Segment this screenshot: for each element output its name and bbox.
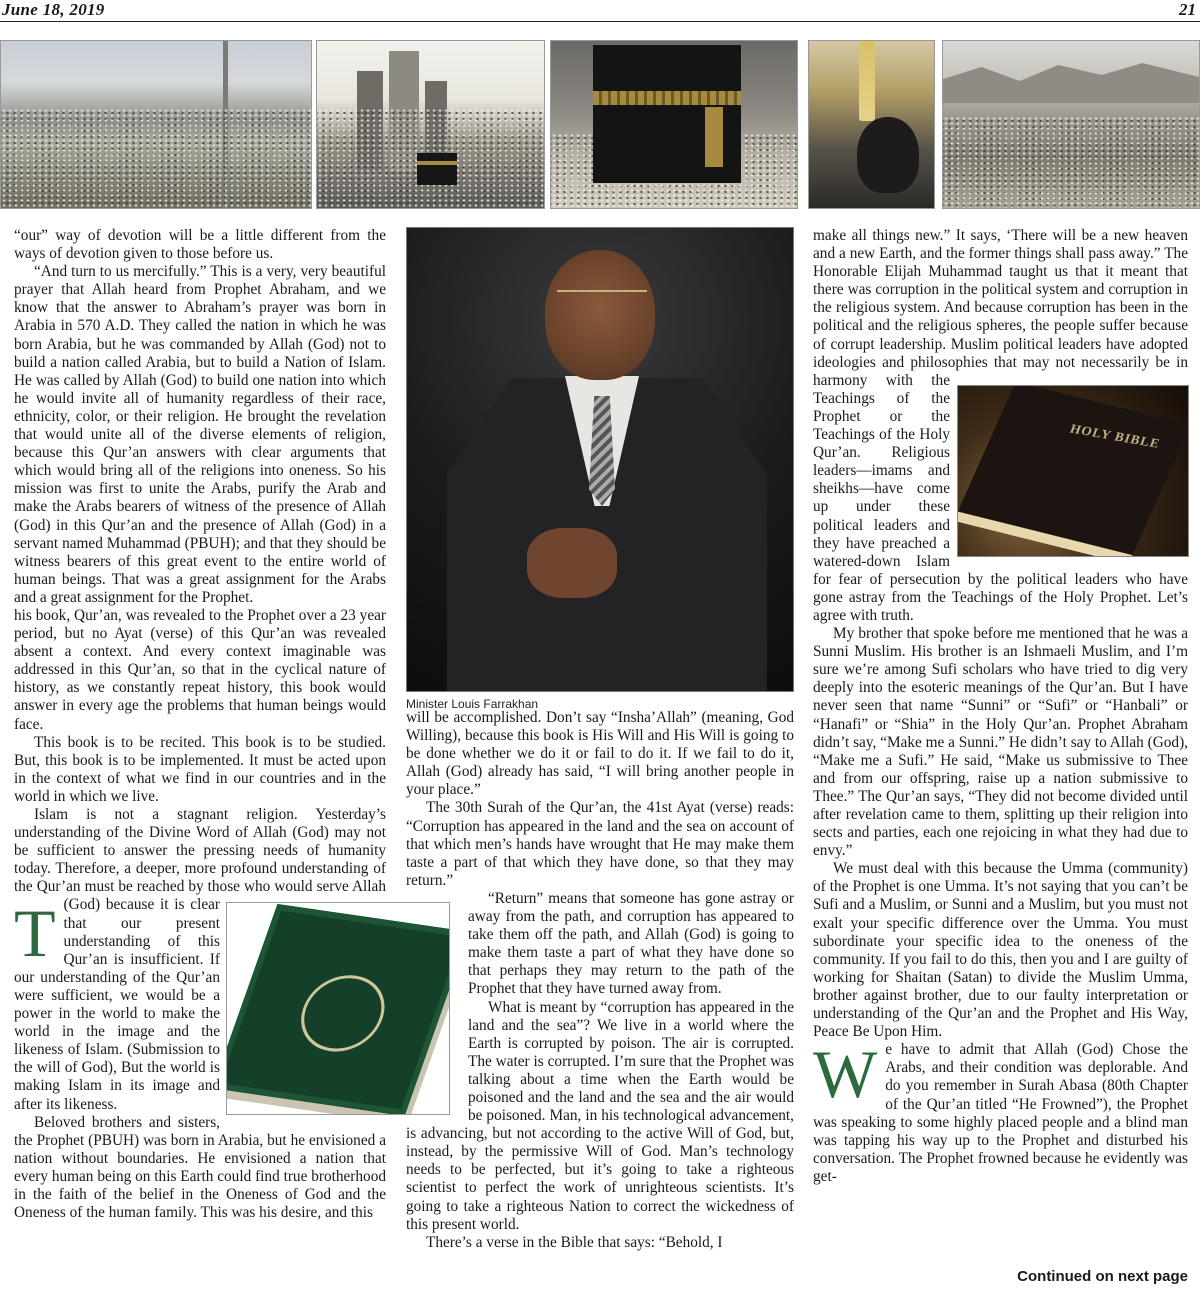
paragraph: Islam is not a stagnant religion. Yesterday’s understanding of the Divine Word of Allah (God) may not be sufficient to answer the pressing needs of humanity today. Therefore, a deeper, more profound understanding of the Qur’an must be reached by those who would serve Allah (God) because it is clear that our present understanding of this Qur’an is insufficient. If our understanding of the Qur’an were sufficient, we would be a power in the world to make the world in the image and the likeness of Islam. (Submission to the will of God), But the world is making Islam in its image and after its likeness. bbox=[14, 806, 386, 1113]
paragraph: his book, Qur’an, was revealed to the Prophet over a 23 year period, but no Ayat (verse) of this Qur’an was revealed absent a context. And every context imaginable was addressed in this Qur’an, so that in the cyclical nature of history, as we constantly repeat history, this book would answer in every age the problems that human beings would face. bbox=[14, 606, 386, 733]
article-column-1 bbox=[14, 227, 386, 1293]
photo-mecca-clock-tower bbox=[316, 40, 545, 209]
paragraph: e have to admit that Allah (God) Chose the Arabs, and their condition was deplorable. And do you remember in Surah Abasa (80th Chapter of the Qur’an titled “He Frowned”), the Prophet was speaking to some highly placed people and a blind man was tapping his way up to the Prophet and disturbed his conversation. The Prophet frowned because he evidently was get- bbox=[813, 1041, 1188, 1185]
article-column-2 bbox=[406, 227, 794, 1293]
article-column-3 bbox=[813, 227, 1188, 1267]
photo-mina-valley bbox=[942, 40, 1200, 209]
drop-cap: T bbox=[14, 895, 56, 971]
paragraph: The 30th Surah of the Qur’an, the 41st Ayat (verse) reads: “Corruption has appeared in the land and the sea on account of that which men’s hands have wrought that He may make them taste a part of that which they have done, so that they may return.” bbox=[406, 799, 794, 889]
paragraph: We must deal with this because the Umma (community) of the Prophet is one Umma. It’s not saying that you can’t be Sufi and a Muslim, or Sunni and a Muslim, but you must not exalt your specific difference over the Umma. You must subordinate your specific idea to the oneness of the community. If you fail to do this, then you and I are guilty of working for Shaitan (Satan) to divide the Muslim Umma, brother against brother, due to our faulty interpretation or understanding of the Qur’an and the Prophet and His Way, Peace Be Upon Him. bbox=[813, 860, 1188, 1041]
paragraph: “Return” means that someone has gone astray or away from the path, and corruption has appeared to take them off the path, and Allah (God) is going to make them taste a part of what they have done so that perhaps they may return to the path of the Prophet that they have turned away from. bbox=[468, 889, 794, 998]
paragraph: make all things new.” It says, ‘There will be a new heaven and a new Earth, and the former things shall pass away.” The Honorable Elijah Muhammad taught us that it meant that there was corruption in the political system and corruption in the religious system. And because corruption has been in the political and the religious spheres, the people suffer because of corrupt leadership. Muslim political leaders have adopted ideologies and philosophies that may not necessarily be in harmony with the Teachings of the Prophet or the Teachings of the Holy Qur’an. Religious leaders—imams and sheikhs—have come up under these political leaders and they have preached a watered-down Islam for fear of persecution by the political leaders who have gone astray from the Teachings of the Holy Prophet. Let’s agree with truth. bbox=[813, 227, 1188, 624]
paragraph: will be accomplished. Don’t say “Insha’Allah” (meaning, God Willing), because this book is His Will and His Will is going to be done whether we do it or fail to do it. If we fail to do it, Allah (God) already has said, “I will bring another people in your place.” bbox=[406, 709, 794, 799]
paragraph: “our” way of devotion will be a little different from the ways of devotion given to those before us. bbox=[14, 227, 386, 263]
photo-mount-arafat-crowd bbox=[0, 40, 312, 209]
page-number: 21 bbox=[1179, 0, 1196, 19]
photo-kaaba-closeup bbox=[550, 40, 798, 209]
paragraph: Beloved brothers and sisters, the Prophet (PBUH) was born in Arabia, but he envisioned a nation without boundaries. He envisioned a nation that every human being on this Earth could find true brotherhood in the faith of the belief in the Oneness of God and the Oneness of the human family. This was his desire, and this bbox=[14, 1113, 386, 1222]
paragraph: What is meant by “corruption has appeared in the land and the sea”? We live in a world where the Earth is corrupted by poison. The air is corrupted. The water is corrupted. I’m sure that the Prophet was talking about a time when the Earth would be poisoned and the land and the sea and the air would be poisoned. Man, in his technological advancement, is advancing, but not according to the active Will of God, but, instead, by the permissive Will of God. Man’s technology needs to be perfected, but it’s going to take a righteous scientist to perfect the work of unrighteous scientists. It’s going to take a righteous Nation to correct the wickedness of this present world. bbox=[406, 998, 794, 1233]
drop-cap: W bbox=[813, 1036, 878, 1113]
photo-holy-bible bbox=[957, 385, 1189, 557]
bible-cover-text: HOLY BIBLE bbox=[1068, 420, 1163, 451]
photo-quran-book bbox=[226, 902, 450, 1115]
paragraph: My brother that spoke before me mentioned that he was a Sunni Muslim. His brother is an Ishmaeli Muslim, and I’m sure we’re among Sufi scholars who have tried to dig very deeply into the esoteric meanings of the Qur’an. But I have never seen that name “Sunni” or “Sufi” or “Hanbali” or “Hanafi” or “Shia” in the Holy Qur’an. Prophet Abraham didn’t say, “Make me a Sunni.” He didn’t say to Allah (God), “Make me a Sufi.” He said, “Make us submissive to Thee and from our offspring, raise up a nation submissive to Thee.” The Qur’an says, “They did not become divided until after revelation came to them, splitting up their religion into sects and parties, each one rejoicing in what they had due to envy.” bbox=[813, 625, 1188, 860]
issue-date: June 18, 2019 bbox=[2, 0, 105, 19]
photo-caption: Minister Louis Farrakhan bbox=[406, 697, 539, 711]
paragraph: This book is to be recited. This book is to be studied. But, this book is to be implemented. It must be acted upon in the context of what we find in our countries and in the world in which we live. bbox=[14, 733, 386, 805]
paragraph: There’s a verse in the Bible that says: “Behold, I bbox=[426, 1233, 723, 1251]
photo-pilgrim-lamp bbox=[808, 40, 935, 209]
paragraph: “And turn to us mercifully.” This is a very, very beautiful prayer that Allah heard from Prophet Abraham, and we know that the answer to Abraham’s prayer was born in Arabia in 570 A.D. They called the nation in which he was born Arabia, but he was commanded by Allah (God) not to build a nation called Arabia, but to build a Nation of Islam. He was called by Allah (God) to build one nation into which he would invite all of humanity regardless of their race, ethnicity, color, or their religion. He brought the revelation that would unite all of the diverse elements of religion, because this Qur’an answers with clear arguments that which would bring all of the religions into oneness. So his mission was first to unite the Arabs, purify the Arab and make the Arabs bearers of witness of the presence of Allah (God) in this Qur’an and the presence of Allah (God) in a servant named Muhammad (PBUH); and that they should be witness bearers of this great event to the entire world of human beings. That was a great assignment for the Arabs and a great assignment for the Prophet. bbox=[14, 263, 386, 606]
page-header bbox=[0, 0, 1200, 22]
continued-note: Continued on next page bbox=[1017, 1268, 1188, 1285]
